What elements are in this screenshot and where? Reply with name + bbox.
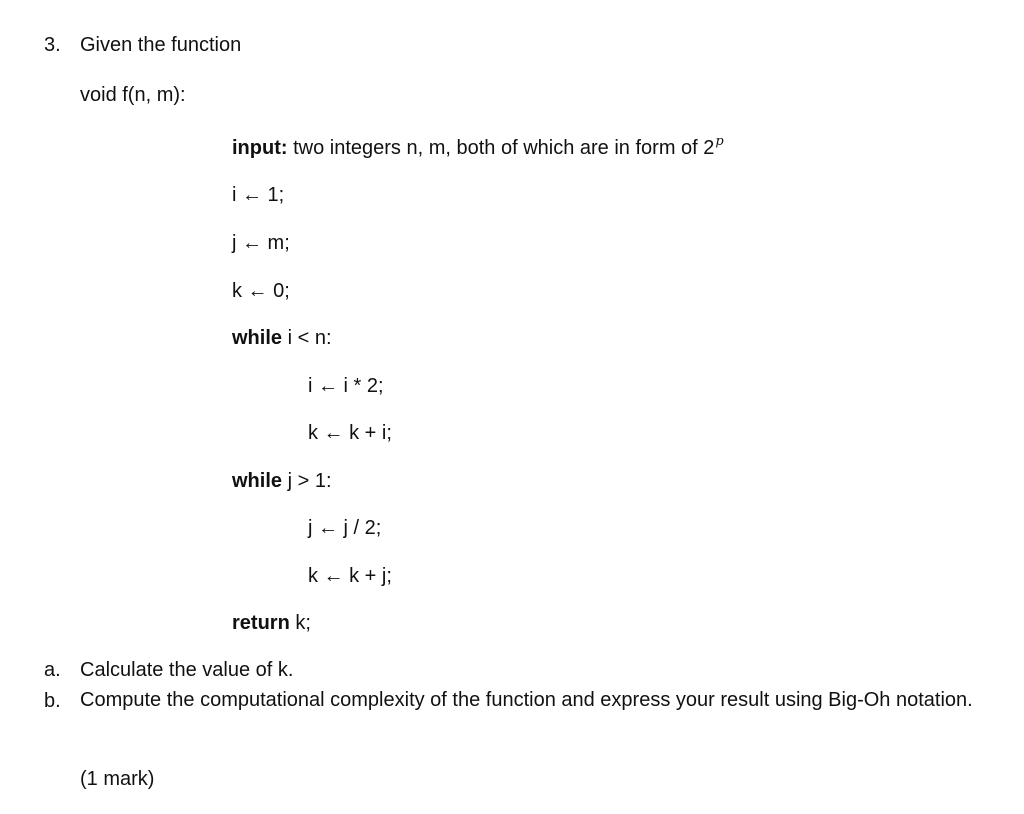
part-b-text: Compute the computational complexity of the function and express your result using Big-Oh notation. xyxy=(80,689,973,711)
function-signature: void f(n, m): xyxy=(80,84,186,106)
while-keyword: while xyxy=(232,470,283,492)
while-keyword: while xyxy=(232,327,283,349)
question-number: 3. xyxy=(44,34,61,56)
marks-label: (1 mark) xyxy=(80,768,155,790)
while2-body-line: j ← j / 2; xyxy=(308,517,382,539)
while2-body-line: k ← k + j; xyxy=(308,565,392,587)
input-text: two integers n, m, both of which are in form of 2 xyxy=(293,137,715,159)
while-loop-1 xyxy=(232,326,332,350)
return-line xyxy=(232,611,311,635)
question-intro: Given the function xyxy=(80,34,242,56)
input-line xyxy=(232,136,724,163)
line-k-init: k ← 0; xyxy=(232,280,290,302)
input-keyword: input: xyxy=(232,137,288,159)
while1-body-line: i ← i * 2; xyxy=(308,375,384,397)
while-condition: i < n: xyxy=(287,327,332,349)
return-text: k; xyxy=(295,612,311,634)
part-a-text: Calculate the value of k. xyxy=(80,659,294,681)
while-condition: j > 1: xyxy=(287,470,332,492)
return-keyword: return xyxy=(232,612,290,634)
part-b-label: b. xyxy=(44,690,61,712)
while-loop-2 xyxy=(232,469,332,493)
input-exponent: p xyxy=(715,134,724,149)
line-i-init: i ← 1; xyxy=(232,184,285,206)
part-a-label: a. xyxy=(44,659,61,681)
while1-body-line: k ← k + i; xyxy=(308,422,392,444)
line-j-init: j ← m; xyxy=(232,232,290,254)
